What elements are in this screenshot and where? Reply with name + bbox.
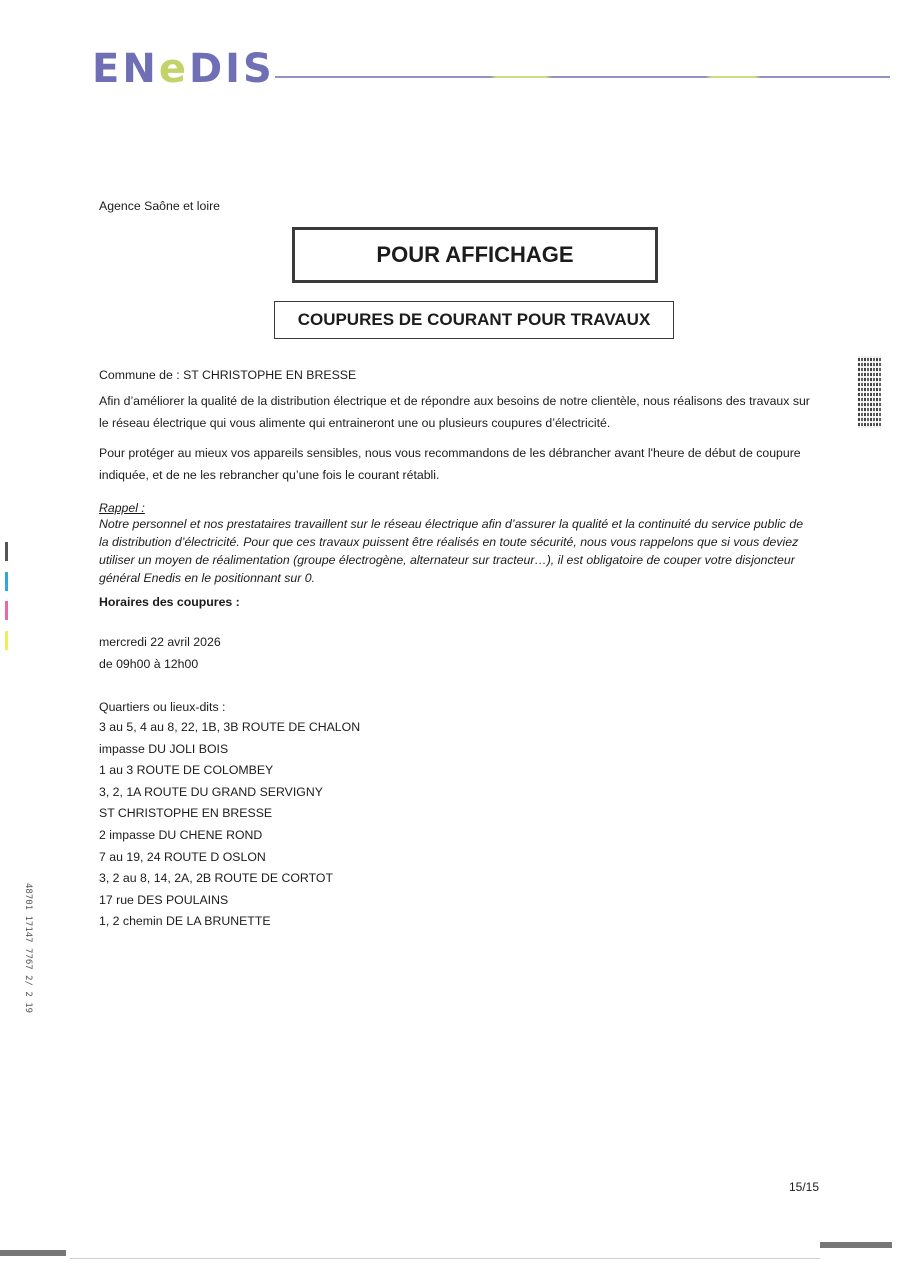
logo-part-3: DIS [188, 46, 275, 92]
subtitle-box [274, 301, 674, 339]
outage-date: mercredi 22 avril 2026 [99, 635, 221, 649]
advice-paragraph: Pour protéger au mieux vos appareils sensibles, nous vous recommandons de les débrancher avant l'heure de début de coupure indiquée, et de ne les rebrancher qu’une fois le courant rétabli. [99, 446, 801, 482]
list-item: 3, 2, 1A ROUTE DU GRAND SERVIGNY [99, 784, 323, 799]
print-mark-magenta [5, 601, 8, 620]
rappel-title: Rappel : [99, 501, 145, 515]
list-item: 17 rue DES POULAINS [99, 892, 229, 907]
title-text: POUR AFFICHAGE [376, 242, 574, 267]
side-print-code: 48701 17147 7767 2/ 2 19 [23, 883, 33, 1014]
enedis-logo [92, 48, 275, 90]
list-item: impasse DU JOLI BOIS [99, 741, 229, 756]
rappel-body: Notre personnel et nos prestataires travaillent sur le réseau électrique afin d’assurer la qualité et la continuité du service public de la distribution d’électricité. Pour que ces travaux puissent être réalisés en toute sécurité, nous vous rappelons que si vous deviez utiliser un moyen de réalimentation (groupe électrogène, alternateur sur tracteur…), il est obligatoire de couper votre disjoncteur général Enedis en le positionnant sur 0. [99, 517, 804, 585]
quartiers-list [99, 717, 819, 933]
subtitle-text: COUPURES DE COURANT POUR TRAVAUX [297, 310, 651, 329]
quartiers-label: Quartiers ou lieux-dits : [99, 700, 226, 714]
qr-code [858, 356, 882, 428]
list-item: 3, 2 au 8, 14, 2A, 2B ROUTE DE CORTOT [99, 871, 333, 886]
list-item: 7 au 19, 24 ROUTE D OSLON [99, 849, 266, 864]
horaires-title: Horaires des coupures : [99, 595, 240, 609]
bottom-mark-left [0, 1250, 66, 1256]
title-box [292, 227, 658, 283]
commune-line: Commune de : ST CHRISTOPHE EN BRESSE [99, 368, 357, 382]
intro-paragraph: Afin d’améliorer la qualité de la distribution électrique et de répondre aux besoins de notre clientèle, nous réalisons des travaux sur le réseau électrique qui vous alimente qui entraineront une ou plusieurs coupures d’électricité. [99, 394, 810, 430]
list-item: 3 au 5, 4 au 8, 22, 1B, 3B ROUTE DE CHALON [99, 720, 361, 734]
logo-part-1: EN [92, 46, 159, 92]
logo-part-2: e [158, 46, 189, 92]
header-rule [275, 76, 890, 78]
print-mark-yellow [5, 631, 8, 650]
print-mark-cyan [5, 572, 8, 591]
bottom-mark-right [820, 1242, 892, 1248]
page-number: 15/15 [789, 1180, 820, 1194]
list-item: ST CHRISTOPHE EN BRESSE [99, 806, 273, 821]
bottom-rule [70, 1258, 820, 1259]
list-item: 2 impasse DU CHENE ROND [99, 827, 263, 842]
list-item: 1 au 3 ROUTE DE COLOMBEY [99, 763, 274, 778]
print-mark-black [5, 542, 8, 561]
agency-name: Agence Saône et loire [99, 199, 221, 213]
outage-time: de 09h00 à 12h00 [99, 657, 199, 671]
list-item: 1, 2 chemin DE LA BRUNETTE [99, 914, 271, 929]
